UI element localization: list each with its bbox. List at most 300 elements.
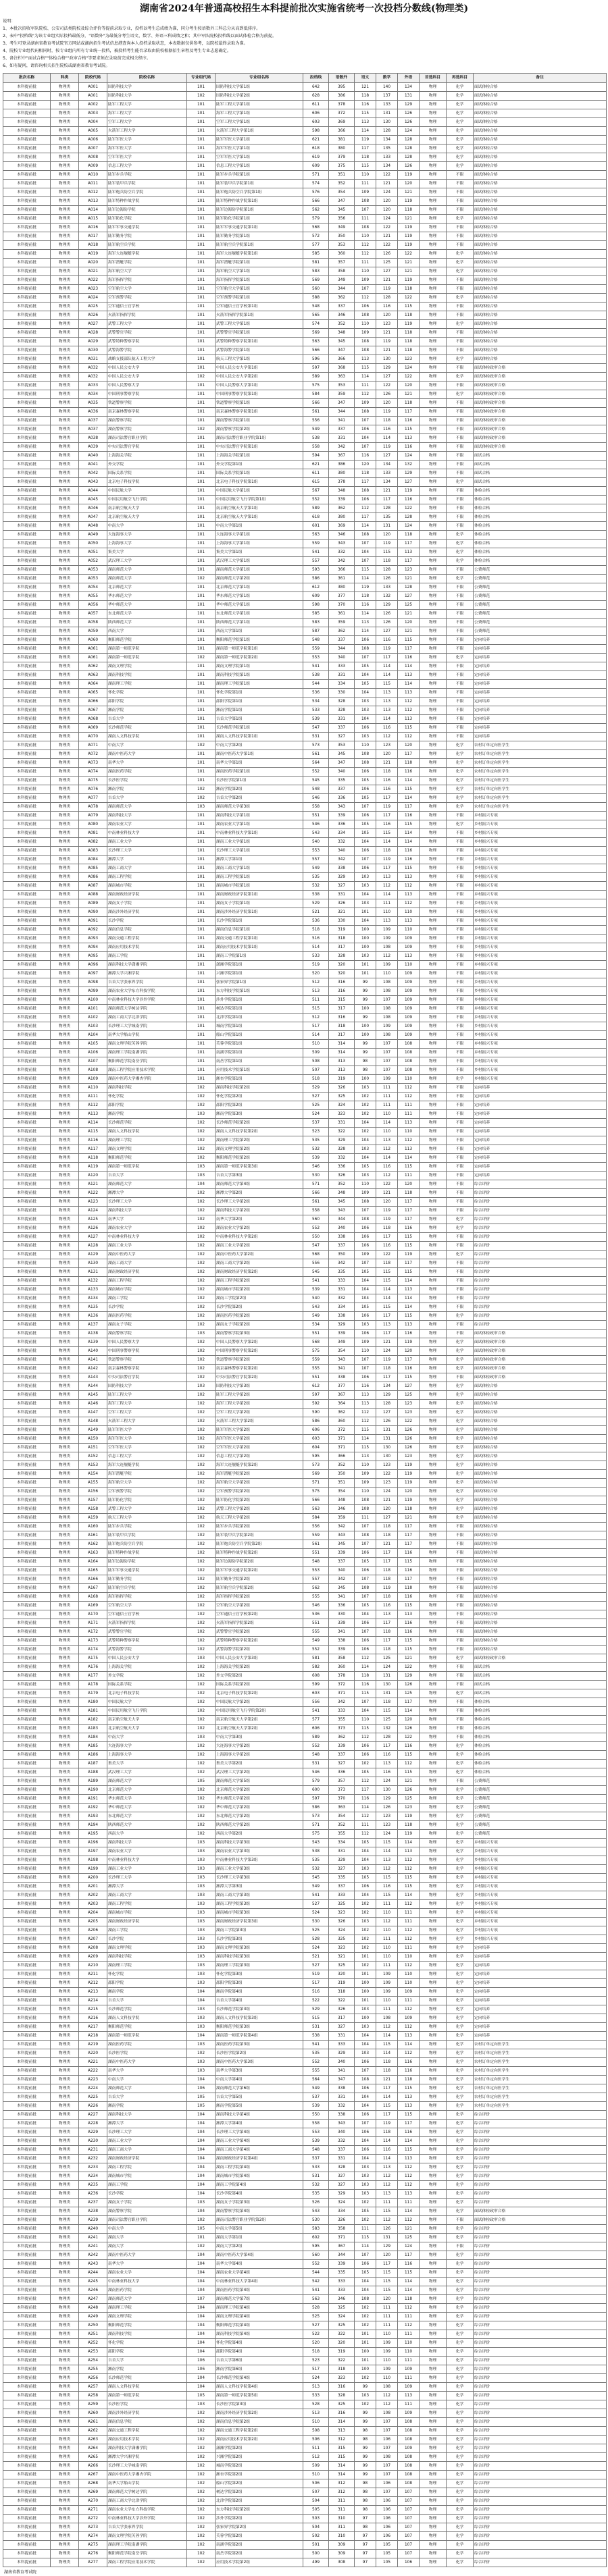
table-cell: 本科提前批 <box>3 1865 51 1874</box>
table-cell: A046 <box>79 504 107 513</box>
table-cell: 532 <box>303 2181 329 2190</box>
table-cell: 112 <box>376 2172 398 2181</box>
table-cell: 102 <box>187 1303 216 1312</box>
table-cell: 本科提前批 <box>3 1496 51 1505</box>
table-cell: 109 <box>355 188 376 197</box>
table-cell: 化学 <box>447 1470 474 1479</box>
table-cell: 海军潜艇学院 <box>107 1470 187 1479</box>
table-cell: 湖南师范大学树达学院 <box>107 2488 187 2497</box>
table-cell: 546 <box>303 820 329 829</box>
table-cell: 366 <box>329 566 355 575</box>
table-row <box>3 276 607 285</box>
table-cell: 长沙师范学院第1组 <box>216 724 303 733</box>
table-cell: 121 <box>398 1777 420 1786</box>
table-cell: 500 <box>303 2550 329 2558</box>
table-cell: 上海海事大学 <box>107 540 187 548</box>
table-cell: 长沙理工大学 <box>107 847 187 856</box>
table-cell: 国际关系学院第1组 <box>216 469 303 478</box>
table-cell: A214 <box>79 1997 107 2005</box>
table-cell: 113 <box>398 891 420 899</box>
table-cell: 火箭军指挥学院 <box>107 311 187 320</box>
table-cell: 525 <box>303 1101 329 1110</box>
table-cell: 公费师范 <box>474 1830 607 1839</box>
table-cell: 本科提前批 <box>3 2146 51 2155</box>
table-cell: 北津学院第2组 <box>216 2497 303 2506</box>
table-cell: 609 <box>303 162 329 171</box>
table-cell: 本科提前批 <box>3 522 51 531</box>
table-cell: 物理类 <box>51 698 79 706</box>
table-cell: 面试体检政审合格 <box>474 1330 607 1338</box>
table-cell: 湖南文理学院第3组 <box>216 1944 303 1953</box>
table-row <box>3 452 607 461</box>
table-cell: A127 <box>79 1233 107 1242</box>
table-cell: 中南大学 <box>107 2225 187 2234</box>
table-cell: 108 <box>376 1031 398 1040</box>
table-cell: 520 <box>303 970 329 978</box>
table-cell: 103 <box>187 1382 216 1391</box>
table-cell: 102 <box>187 1619 216 1628</box>
table-cell: 物理类 <box>51 2523 79 2532</box>
table-cell: 115 <box>355 364 376 373</box>
table-cell: 102 <box>187 1725 216 1733</box>
table-cell: 130 <box>376 355 398 364</box>
table-cell: 中南林业科技大学 <box>107 829 187 838</box>
table-cell: A145 <box>79 1391 107 1400</box>
table-cell: 湖南科技学院 <box>107 671 187 680</box>
table-cell: 中央司法警官学院第1组 <box>216 443 303 452</box>
table-cell: 102 <box>355 2313 376 2321</box>
table-cell: 119 <box>355 583 376 592</box>
table-cell: A206 <box>79 1926 107 1935</box>
table-cell: 吉首大学 <box>107 2357 187 2365</box>
table-cell: 本科提前批 <box>3 1610 51 1619</box>
table-cell: 不限 <box>447 425 474 434</box>
table-cell: A063 <box>79 671 107 680</box>
table-cell: 120 <box>376 311 398 320</box>
table-cell: 湖南第一师范学院 <box>107 2032 187 2041</box>
table-cell: 化学 <box>447 1347 474 1356</box>
table-cell: 物理类 <box>51 1646 79 1654</box>
table-cell: 面试体检合格 <box>474 232 607 241</box>
table-cell: 物理类 <box>51 136 79 144</box>
table-cell: 本科提前批 <box>3 662 51 671</box>
table-cell: 不限 <box>447 408 474 417</box>
table-row <box>3 1751 607 1760</box>
table-cell: 物理 <box>420 496 447 504</box>
table-cell: 102 <box>355 1128 376 1136</box>
table-cell: 中国人民公安大学 <box>107 373 187 382</box>
table-cell: 海军工程大学第2组 <box>216 1400 303 1409</box>
table-cell: 107 <box>355 1365 376 1373</box>
table-cell: 湖南工程学院应用技术学院 <box>107 1066 187 1075</box>
table-cell: A087 <box>79 882 107 891</box>
table-cell: 化学 <box>447 478 474 487</box>
table-cell: 化学 <box>447 2400 474 2409</box>
table-cell: 104 <box>355 1294 376 1303</box>
table-cell: 513 <box>303 987 329 996</box>
table-cell: 117 <box>398 1198 420 1207</box>
table-cell: 121 <box>398 390 420 399</box>
table-row <box>3 478 607 487</box>
table-cell: 115 <box>398 1312 420 1321</box>
table-cell: A083 <box>79 847 107 856</box>
table-cell: 面试体检合格 <box>474 303 607 311</box>
table-cell: 东方科技学院第2组 <box>216 2506 303 2515</box>
table-cell: 物理 <box>420 619 447 627</box>
table-cell: 综合评价 <box>474 1224 607 1233</box>
table-cell: 100 <box>355 2365 376 2374</box>
table-row <box>3 2436 607 2444</box>
table-cell: 111 <box>355 1821 376 1830</box>
table-cell: 湖南师范大学第6组 <box>216 2084 303 2093</box>
table-cell: 本科提前批 <box>3 1356 51 1365</box>
table-cell: 湖南师范大学 <box>107 1180 187 1189</box>
table-cell: 湖南文理学院第4组 <box>216 2313 303 2321</box>
table-cell: 547 <box>303 1242 329 1251</box>
table-cell: A191 <box>79 1795 107 1804</box>
table-cell: 569 <box>303 1470 329 1479</box>
table-cell: 不限 <box>447 1259 474 1268</box>
table-cell: A128 <box>79 1242 107 1251</box>
table-cell: 566 <box>303 197 329 206</box>
table-cell: 化学 <box>447 1409 474 1417</box>
table-cell: 物理类 <box>51 1101 79 1110</box>
table-row <box>3 759 607 768</box>
table-cell: A044 <box>79 487 107 496</box>
notes-section <box>0 18 608 73</box>
table-cell: 长沙学院 <box>107 2190 187 2199</box>
table-cell: 湖南城市学院第3组 <box>216 1909 303 1918</box>
table-cell: 333 <box>329 1891 355 1900</box>
table-cell: 化学 <box>447 2093 474 2102</box>
table-cell: 面试体检合格 <box>474 355 607 364</box>
table-cell: 114 <box>376 838 398 847</box>
table-cell: 化学 <box>447 1251 474 1259</box>
table-cell: 湖南警察学院 <box>107 2207 187 2216</box>
table-cell: 125 <box>376 1654 398 1663</box>
table-cell: 108 <box>376 2409 398 2418</box>
table-cell: 湖南信息学院第1组 <box>216 926 303 935</box>
table-cell: 115 <box>398 1558 420 1567</box>
table-cell: 121 <box>398 1654 420 1663</box>
table-cell: 物理 <box>420 224 447 232</box>
table-cell: 火箭军指挥学院第1组 <box>216 311 303 320</box>
table-cell: 118 <box>376 2128 398 2137</box>
table-cell: 370 <box>329 601 355 610</box>
table-cell: 112 <box>376 2216 398 2225</box>
table-cell: 611 <box>303 469 329 478</box>
table-cell: 湖南工业大学 <box>107 2137 187 2146</box>
table-cell: 体检合格 <box>474 1768 607 1777</box>
table-cell: A238 <box>79 2207 107 2216</box>
table-cell: 103 <box>187 1163 216 1172</box>
table-cell: 523 <box>303 2357 329 2365</box>
table-cell: 中国刑事警察学院第1组 <box>216 390 303 399</box>
table-cell: A077 <box>79 794 107 803</box>
table-row <box>3 2444 607 2453</box>
table-cell: 物理 <box>420 232 447 241</box>
table-cell: 131 <box>376 2234 398 2242</box>
table-cell: A136 <box>79 1312 107 1321</box>
table-cell: 定向培养 <box>474 1119 607 1128</box>
table-cell: 108 <box>376 1005 398 1014</box>
table-cell: 134 <box>398 83 420 92</box>
table-cell: 112 <box>398 1900 420 1909</box>
table-cell: 545 <box>303 1268 329 1277</box>
table-cell: 117 <box>376 1330 398 1338</box>
table-cell: 物理 <box>420 1101 447 1110</box>
table-cell: 湖南理工学院 <box>107 1962 187 1970</box>
table-row <box>3 1373 607 1382</box>
table-cell: 112 <box>376 882 398 891</box>
table-cell: 面试体检合格 <box>474 267 607 276</box>
table-cell: 定向培养 <box>474 715 607 724</box>
table-cell: 长沙学院 <box>107 1303 187 1312</box>
table-cell: 339 <box>329 1619 355 1628</box>
table-cell: 600 <box>303 1786 329 1795</box>
table-cell: 物理 <box>420 654 447 662</box>
table-cell: 104 <box>187 2330 216 2339</box>
table-cell: 综合评价 <box>474 1303 607 1312</box>
table-cell: 525 <box>303 1926 329 1935</box>
table-cell: 物理类 <box>51 1382 79 1391</box>
table-cell: 不限 <box>447 1330 474 1338</box>
table-cell: 湖南工商大学第2组 <box>216 1259 303 1268</box>
table-cell: 物理 <box>420 1049 447 1057</box>
table-cell: 119 <box>398 232 420 241</box>
table-row <box>3 1101 607 1110</box>
table-cell: 物理类 <box>51 2067 79 2076</box>
table-cell: A049 <box>79 531 107 540</box>
table-cell: 322 <box>329 1128 355 1136</box>
table-cell: 102 <box>187 1444 216 1452</box>
table-cell: 物理 <box>420 1452 447 1461</box>
table-cell: 综合评价 <box>474 2506 607 2515</box>
table-cell: 112 <box>398 1760 420 1768</box>
table-cell: 518 <box>303 926 329 935</box>
table-cell: A247 <box>79 2295 107 2304</box>
table-cell: 武汉理工大学 <box>107 557 187 566</box>
table-cell: 物理类 <box>51 1180 79 1189</box>
table-cell: 物理类 <box>51 1584 79 1593</box>
table-cell: 108 <box>355 2076 376 2084</box>
table-cell: 108 <box>398 2436 420 2444</box>
table-cell: A041 <box>79 461 107 469</box>
table-cell: 北京电子科技学院 <box>107 1689 187 1698</box>
table-cell: A019 <box>79 250 107 259</box>
table-row <box>3 2348 607 2357</box>
table-cell: 117 <box>376 1637 398 1646</box>
table-cell: 113 <box>376 1760 398 1768</box>
table-cell: 本科提前批 <box>3 733 51 741</box>
table-cell: 553 <box>303 654 329 662</box>
table-cell: 物理 <box>420 83 447 92</box>
table-row <box>3 777 607 785</box>
table-cell: 565 <box>303 311 329 320</box>
table-cell: A124 <box>79 1207 107 1215</box>
table-cell: 103 <box>355 882 376 891</box>
table-cell: A056 <box>79 601 107 610</box>
table-cell: 本科提前批 <box>3 1646 51 1654</box>
table-cell: 102 <box>187 1646 216 1654</box>
table-cell: 127 <box>376 1514 398 1523</box>
table-cell: 物理 <box>420 1400 447 1409</box>
table-cell: 陆军军事交通学院 <box>107 1567 187 1575</box>
table-cell: 103 <box>187 1970 216 1979</box>
table-cell: 326 <box>329 1172 355 1180</box>
table-cell: 化学 <box>447 1988 474 1997</box>
table-row <box>3 2269 607 2278</box>
table-cell: 102 <box>187 1417 216 1426</box>
table-cell: 121 <box>376 276 398 285</box>
table-cell: 化学 <box>447 2436 474 2444</box>
table-cell: 南京航空航天大学第1组 <box>216 504 303 513</box>
table-cell: 342 <box>329 1259 355 1268</box>
table-cell: 湖南文理学院芙蓉学院 <box>107 2532 187 2541</box>
table-cell: 102 <box>187 2515 216 2523</box>
table-cell: 物理类 <box>51 1593 79 1602</box>
table-cell: 物理类 <box>51 2005 79 2014</box>
table-cell: 343 <box>329 1356 355 1365</box>
table-cell: 中南林业科技大学涉外学院 <box>107 2515 187 2523</box>
table-cell: 115 <box>376 2278 398 2286</box>
table-cell: 不限 <box>447 908 474 917</box>
table-cell: 本科提前批 <box>3 1145 51 1154</box>
table-cell: 物理类 <box>51 1330 79 1338</box>
table-cell: 117 <box>398 2251 420 2260</box>
table-cell: 湘潭大学第3组 <box>216 1883 303 1891</box>
table-row <box>3 1505 607 1514</box>
note-line: 3、考生可登录湖南省教育考试院官方网站或湖南招生考试信息港查询本人投档录取状态，本表数据仅供参考，以院校最终录取为准。 <box>3 41 248 46</box>
table-row <box>3 636 607 645</box>
table-cell: 不限 <box>447 847 474 856</box>
table-cell: 本科提前批 <box>3 1988 51 1997</box>
table-cell: 物理类 <box>51 1189 79 1198</box>
table-cell: 319 <box>329 2348 355 2357</box>
table-cell: 物理 <box>420 2058 447 2067</box>
table-cell: 本科提前批 <box>3 1207 51 1215</box>
table-cell: 化学 <box>447 2032 474 2041</box>
table-cell: 物理类 <box>51 1610 79 1619</box>
table-cell: 化学 <box>447 2479 474 2488</box>
table-cell: 122 <box>376 1251 398 1259</box>
table-cell: 103 <box>355 1918 376 1926</box>
table-cell: 108 <box>355 487 376 496</box>
table-cell: 621 <box>303 136 329 144</box>
table-row <box>3 654 607 662</box>
table-cell: 中南林业科技大学第4组 <box>216 2278 303 2286</box>
table-cell: 物理类 <box>51 2041 79 2049</box>
table-cell: 物理类 <box>51 1619 79 1628</box>
table-cell: 113 <box>398 671 420 680</box>
table-cell: 102 <box>187 1224 216 1233</box>
table-cell: A224 <box>79 2084 107 2093</box>
table-cell: 本科提前批 <box>3 715 51 724</box>
table-cell: 东北师范大学第2组 <box>216 1812 303 1821</box>
table-cell: 公费师范 <box>474 1821 607 1830</box>
table-cell: 物理 <box>420 443 447 452</box>
table-row <box>3 847 607 856</box>
table-cell: 化学 <box>447 2067 474 2076</box>
table-cell: 物理 <box>420 2339 447 2348</box>
table-cell: 344 <box>329 285 355 294</box>
table-cell: 湖南财政经济学院第1组 <box>216 891 303 899</box>
table-cell: 本科提前批 <box>3 1523 51 1531</box>
table-cell: 湖南工学院 <box>107 1926 187 1935</box>
table-cell: 长沙理工大学第3组 <box>216 1874 303 1883</box>
table-cell: A090 <box>79 908 107 917</box>
table-cell: 121 <box>376 759 398 768</box>
table-cell: 508 <box>303 1057 329 1066</box>
table-cell: 109 <box>376 1075 398 1084</box>
table-cell: 103 <box>187 1935 216 1944</box>
table-cell: 物理 <box>420 2155 447 2163</box>
table-cell: 本科提前批 <box>3 1338 51 1347</box>
table-cell: 面试体检政审合格 <box>474 443 607 452</box>
table-cell: 化学 <box>447 2374 474 2383</box>
table-cell: A249 <box>79 2313 107 2321</box>
table-cell: 120 <box>355 461 376 469</box>
table-cell: 化学 <box>447 1926 474 1935</box>
table-cell: 97 <box>355 2550 376 2558</box>
table-cell: 乡村振兴专项 <box>474 1874 607 1883</box>
table-cell: 物理 <box>420 2523 447 2532</box>
table-cell: 129 <box>398 469 420 478</box>
table-cell: 103 <box>187 2400 216 2409</box>
table-cell: 中国人民警察大学第2组 <box>216 1338 303 1347</box>
table-cell: 湖南工程学院第2组 <box>216 1277 303 1286</box>
table-cell: 612 <box>303 1382 329 1391</box>
table-cell: 不限 <box>447 856 474 864</box>
table-cell: 吉首大学 <box>107 715 187 724</box>
table-cell: 106 <box>355 1742 376 1751</box>
table-cell: 湖南交通工程学院第2组 <box>216 2427 303 2436</box>
table-cell: 334 <box>329 1303 355 1312</box>
table-cell: 101 <box>187 311 216 320</box>
table-cell: 物理类 <box>51 1891 79 1900</box>
table-cell: 物理 <box>420 215 447 224</box>
table-cell: 101 <box>187 171 216 180</box>
table-cell: 物理类 <box>51 1321 79 1330</box>
table-row <box>3 1488 607 1496</box>
table-cell: 512 <box>303 978 329 987</box>
table-cell: 化学 <box>447 1839 474 1847</box>
table-row <box>3 171 607 180</box>
table-cell: A269 <box>79 2488 107 2497</box>
table-cell: 615 <box>303 478 329 487</box>
table-cell: 体检合格 <box>474 487 607 496</box>
table-cell: 109 <box>376 2339 398 2348</box>
table-cell: 大连海事大学 <box>107 1742 187 1751</box>
table-cell: A155 <box>79 1479 107 1488</box>
table-cell: 118 <box>355 592 376 601</box>
table-cell: 不限 <box>447 1646 474 1654</box>
table-cell: 物理类 <box>51 1400 79 1409</box>
table-cell: 面试体检合格 <box>474 188 607 197</box>
table-cell: 长沙理工大学第1组 <box>216 847 303 856</box>
table-cell: 126 <box>398 1786 420 1795</box>
table-cell: 583 <box>303 267 329 276</box>
table-cell: 112 <box>398 2304 420 2313</box>
table-cell: 119 <box>398 320 420 329</box>
table-cell: 海军潜艇学院第2组 <box>216 1470 303 1479</box>
table-cell: A071 <box>79 741 107 750</box>
table-cell: 火箭军工程大学第1组 <box>216 127 303 136</box>
table-cell: 物理 <box>420 882 447 891</box>
table-cell: 本科提前批 <box>3 2067 51 2076</box>
table-cell: 107 <box>355 2251 376 2260</box>
table-cell: A117 <box>79 1145 107 1154</box>
